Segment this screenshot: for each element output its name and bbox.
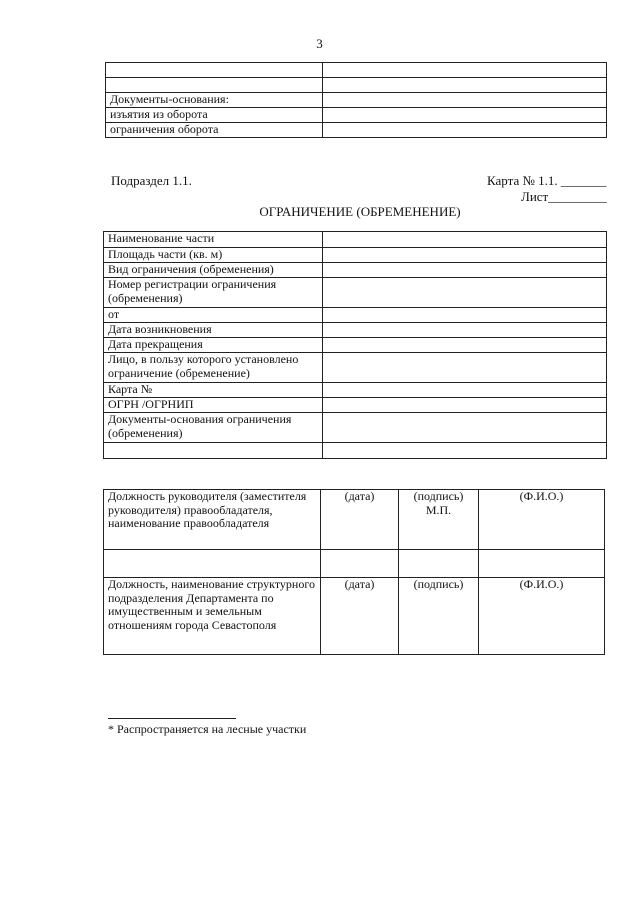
date-label: (дата): [321, 490, 399, 550]
row-value: [323, 232, 607, 248]
row-label: Документы-основания ограничения (обременения): [104, 413, 323, 443]
table-row: [104, 248, 607, 263]
table-row: [104, 413, 607, 443]
row-label: изъятия из оборота: [106, 108, 323, 123]
row-value: [323, 353, 607, 383]
table-row: [104, 232, 607, 248]
table-row: [104, 578, 605, 655]
row-value: [323, 108, 607, 123]
card-number: Карта № 1.1. _______: [487, 173, 607, 188]
signature-label: (подпись): [399, 578, 479, 655]
table-row: [104, 338, 607, 353]
row-value: [323, 443, 607, 459]
table-row: [106, 108, 607, 123]
row-label: Дата прекращения: [104, 338, 323, 353]
table-row: [104, 263, 607, 278]
table-row: [104, 323, 607, 338]
row-value: [323, 323, 607, 338]
table-row: [106, 63, 607, 78]
table-row: [104, 353, 607, 383]
full-name-label: (Ф.И.О.): [479, 578, 605, 655]
date-label: (дата): [321, 578, 399, 655]
row-label: [106, 63, 323, 78]
sheet-number: Лист_________: [521, 189, 607, 204]
table-row: [106, 78, 607, 93]
row-value: [323, 248, 607, 263]
signer-position: Должность руководителя (заместителя руководителя) правообладателя, наименование правообладателя: [104, 490, 321, 550]
row-label: [106, 78, 323, 93]
table-row: [104, 550, 605, 578]
table-row: [104, 383, 607, 398]
full-name-label: (Ф.И.О.): [479, 490, 605, 550]
section-title: ОГРАНИЧЕНИЕ (ОБРЕМЕНЕНИЕ): [259, 204, 461, 219]
table-row: [104, 398, 607, 413]
table-row: [106, 123, 607, 138]
row-label: Дата возникновения: [104, 323, 323, 338]
row-value: [323, 63, 607, 78]
row-value: [323, 93, 607, 108]
signature-label: [399, 550, 479, 578]
footnote-divider: [108, 718, 236, 719]
signature-table: [103, 489, 605, 655]
signer-position: Должность, наименование структурного подразделения Департамента по имущественным и земельным отношениям города Севастополя: [104, 578, 321, 655]
row-label: ограничения оборота: [106, 123, 323, 138]
row-label: Номер регистрации ограничения (обременения): [104, 278, 323, 308]
row-value: [323, 78, 607, 93]
row-label: Документы-основания:: [106, 93, 323, 108]
signature-label: (подпись) М.П.: [399, 490, 479, 550]
signer-position: [104, 550, 321, 578]
row-label: Наименование части: [104, 232, 323, 248]
top-table: [105, 62, 607, 138]
row-label: Вид ограничения (обременения): [104, 263, 323, 278]
row-value: [323, 278, 607, 308]
row-value: [323, 383, 607, 398]
row-label: Площадь части (кв. м): [104, 248, 323, 263]
row-label: Карта №: [104, 383, 323, 398]
restriction-table: [103, 231, 607, 459]
footnote: * Распространяется на лесные участки: [108, 722, 307, 736]
date-label: [321, 550, 399, 578]
row-value: [323, 338, 607, 353]
subsection-label: Подраздел 1.1.: [111, 173, 192, 188]
table-row: [104, 443, 607, 459]
row-value: [323, 308, 607, 323]
row-label: ОГРН /ОГРНИП: [104, 398, 323, 413]
row-value: [323, 123, 607, 138]
row-value: [323, 263, 607, 278]
table-row: [104, 308, 607, 323]
table-row: [104, 278, 607, 308]
full-name-label: [479, 550, 605, 578]
table-row: [104, 490, 605, 550]
page-number: 3: [316, 36, 323, 51]
row-value: [323, 398, 607, 413]
row-label: [104, 443, 323, 459]
row-value: [323, 413, 607, 443]
row-label: Лицо, в пользу которого установлено ограничение (обременение): [104, 353, 323, 383]
table-row: [106, 93, 607, 108]
row-label: от: [104, 308, 323, 323]
